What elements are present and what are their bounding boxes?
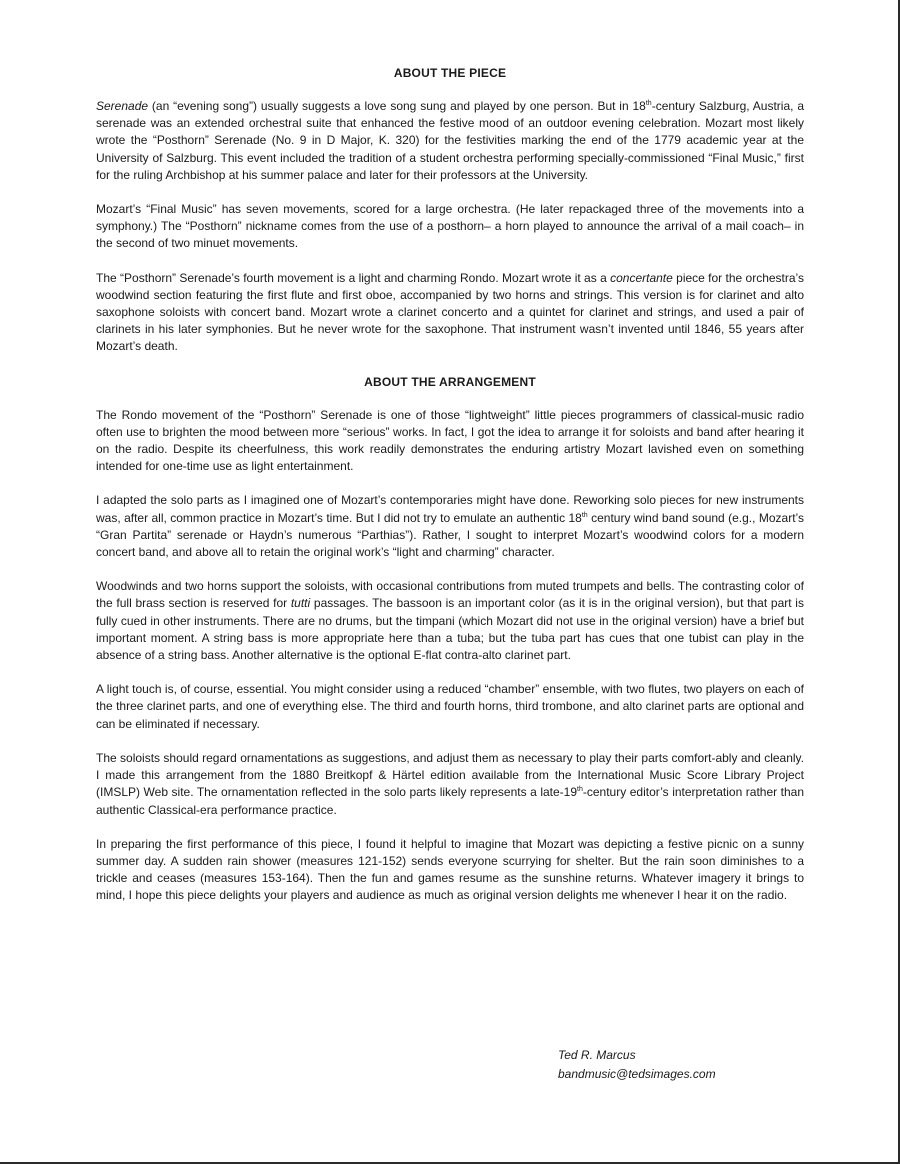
tutti-term: tutti — [290, 596, 311, 611]
piece-paragraph-3: The “Posthorn” Serenade’s fourth movement is a light and charming Rondo. Mozart wrote it as a concertante piece for the orchestra’s woodwind section featuring the first flute and first oboe, accompanied by two horns and strings. This version is for clarinet and alto saxophone soloists with concert band. Mozart wrote a clarinet concerto and a quintet for clarinet and strings, and used a pair of clarinets in his later symphonies. But he never wrote for the saxophone. That instrument wasn’t invented until 1846, 55 years after Mozart’s death. — [96, 270, 805, 354]
arrangement-paragraph-5: The soloists should regard ornamentations as suggestions, and adjust them as necessary to play their parts comfort-ably and cleanly. I made this arrangement from the 1880 Breitkopf & Härtel edition available from the International Music Score Library Project (IMSLP) Web site. The ornamentation reflected in the solo parts likely represents a late-19th-century editor’s interpretation rather than authentic Classical-era performance practice. — [96, 750, 805, 817]
arrangement-paragraph-6: In preparing the first performance of this piece, I found it helpful to imagine that Mozart was depicting a festive picnic on a sunny summer day. A sudden rain shower (measures 121-152) sends everyone scurrying for shelter. But the rain soon diminishes to a trickle and ceases (measures 153-164). Then the fun and games resume as the sunshine returns. Whatever imagery it brings to mind, I hope this piece delights your players and audience as much as original version delights me whenever I hear it on the radio. — [96, 836, 804, 903]
piece-paragraph-1: Serenade (an “evening song”) usually suggests a love song sung and played by one person. But in 18th-century Salzburg, Austria, a serenade was an extended orchestral suite that enhanced the festive mood of an outdoor evening celebration. Mozart most likely wrote the “Posthorn” Serenade (No. 9 in D Major, K. 320) for the festivities marking the end of the 1779 academic year at the University of Salzburg. This event included the tradition of a student orchestra performing specially-commissioned “Final Music,” first for the ruling Archbishop at his summer palace and later for their professors at the University. — [96, 99, 804, 182]
section-title-about-the-arrangement: ABOUT THE ARRANGEMENT — [364, 374, 536, 389]
document-body — [96, 64, 804, 922]
arrangement-paragraph-1: The Rondo movement of the “Posthorn” Serenade is one of those “lightweight” little pieces programmers of classical-music radio often use to brighten the mood between more “serious” works. In fact, I got the idea to arrange it for soloists and band after hearing it on the radio. Despite its cheerfulness, this work readily demonstrates the enduring artistry Mozart lavished even on something intended for one-time use as light entertainment. — [96, 407, 804, 474]
concertante-term: concertante — [610, 270, 673, 285]
signature-block — [558, 1046, 716, 1084]
serenade-term: Serenade — [96, 99, 149, 113]
piece-paragraph-2: Mozart’s “Final Music” has seven movements, scored for a large orchestra. (He later repackaged three of the movements into a symphony.) The “Posthorn” nickname comes from the use of a posthorn– a horn played to announce the arrival of a mail coach– in the second of two minuet movements. — [96, 202, 804, 251]
arrangement-paragraph-2: I adapted the solo parts as I imagined one of Mozart’s contemporaries might have done. Reworking solo pieces for new instruments was, after all, common practice in Mozart’s time. But I did not try to emulate an authentic 18th century wind band sound (e.g., Mozart’s “Gran Partita” serenade or Haydn’s numerous “Parthias”). Rather, I sought to interpret Mozart’s woodwind colors for a modern concert band, and above all to retain the original work’s “light and charming” character. — [96, 493, 804, 560]
author-name: Ted R. Marcus — [558, 1048, 636, 1062]
author-email: bandmusic@tedsimages.com — [558, 1067, 716, 1081]
arrangement-paragraph-3: Woodwinds and two horns support the soloists, with occasional contributions from muted trumpets and bells. The contrasting color of the full brass section is reserved for tutti passages. The bassoon is an important color (as it is in the original version), but that part is fully cued in other instruments. There are no drums, but the timpani (which Mozart did not use in the original version) have a brief but important moment. A string bass is more appropriate here than a tuba; but the tuba part has cues that one tubist can play in the absence of a string bass. Another alternative is the optional E-flat contra-alto clarinet part. — [96, 579, 804, 663]
section-title-about-the-piece: ABOUT THE PIECE — [393, 66, 507, 80]
arrangement-paragraph-4: A light touch is, of course, essential. You might consider using a reduced “chamber” ensemble, with two flutes, two players on each of the three clarinet parts, and one of everything else. The third and fourth horns, third trombone, and alto clarinet parts are optional and can be eliminated if necessary. — [96, 682, 804, 731]
